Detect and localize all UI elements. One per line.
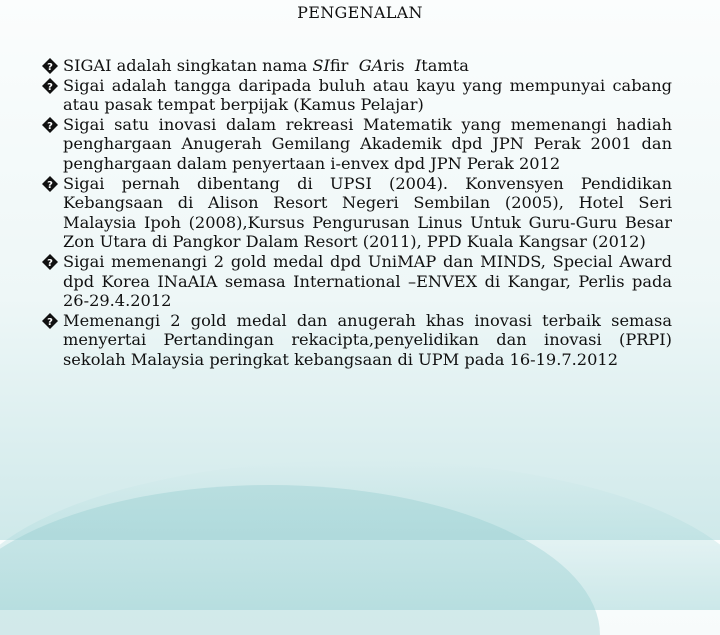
replacement-character-icon — [42, 117, 58, 133]
bullet-item-6 — [42, 311, 672, 370]
bullet-text-6: Memenangi 2 gold medal dan anugerah khas inovasi terbaik semasa menyertai Pertandingan rekacipta,penyelidikan dan inovasi (PRPI) sekolah Malaysia peringkat kebangsaan di UPM pada 16-19.7.2012 — [63, 310, 672, 369]
replacement-character-icon — [42, 58, 58, 74]
background-wave-front — [0, 460, 720, 610]
svg-text:?: ? — [47, 62, 53, 73]
bullet-text-1-b: SI — [312, 56, 330, 75]
replacement-character-icon — [42, 176, 58, 192]
svg-text:?: ? — [47, 179, 53, 191]
bullet-list — [42, 56, 672, 370]
bullet-text-1-g: tamta — [421, 56, 469, 75]
bullet-item-5 — [42, 252, 672, 311]
bullet-item-4 — [42, 174, 672, 252]
bullet-text-4: Sigai pernah dibentang di UPSI (2004). Konvensyen Pendidikan Kebangsaan di Alison Resort Negeri Sembilan (2005), Hotel Seri Malaysia Ipoh (2008),Kursus Pengurusan Linus Untuk Guru-Guru Besar Zon Utara di Pangkor Dalam Resort (2011), PPD Kuala Kangsar (2012) — [63, 173, 672, 252]
svg-text:?: ? — [47, 257, 53, 269]
bullet-text-1-a: SIGAI adalah singkatan nama — [63, 56, 313, 75]
replacement-character-icon — [42, 78, 58, 94]
bullet-text-1-c: fir — [329, 56, 359, 75]
svg-text:?: ? — [47, 120, 53, 132]
svg-text:?: ? — [47, 316, 53, 328]
bullet-item-3 — [42, 115, 672, 174]
bullet-item-2 — [42, 76, 672, 115]
bullet-text-1-f: I — [414, 56, 422, 75]
bullet-text-5: Sigai memenangi 2 gold medal dpd UniMAP dan MINDS, Special Award dpd Korea INaAIA semasa International –ENVEX di Kangar, Perlis pada 26-29.4.2012 — [63, 251, 672, 311]
svg-text:?: ? — [47, 81, 53, 93]
bullet-text-3: Sigai satu inovasi dalam rekreasi Matematik yang memenangi hadiah penghargaan Anugerah Gemilang Akademik dpd JPN Perak 2001 dan penghargaan dalam penyertaan i-envex dpd JPN Perak 2012 — [63, 114, 672, 173]
bullet-text-1-d: GA — [358, 56, 384, 75]
slide-title: PENGENALAN — [297, 3, 423, 22]
bullet-item-1 — [42, 56, 672, 76]
bullet-text-1-e: ris — [383, 56, 415, 75]
replacement-character-icon — [42, 313, 58, 329]
bullet-text-2: Sigai adalah tangga daripada buluh atau kayu yang mempunyai cabang atau pasak tempat berpijak (Kamus Pelajar) — [63, 75, 672, 115]
replacement-character-icon — [42, 254, 58, 270]
